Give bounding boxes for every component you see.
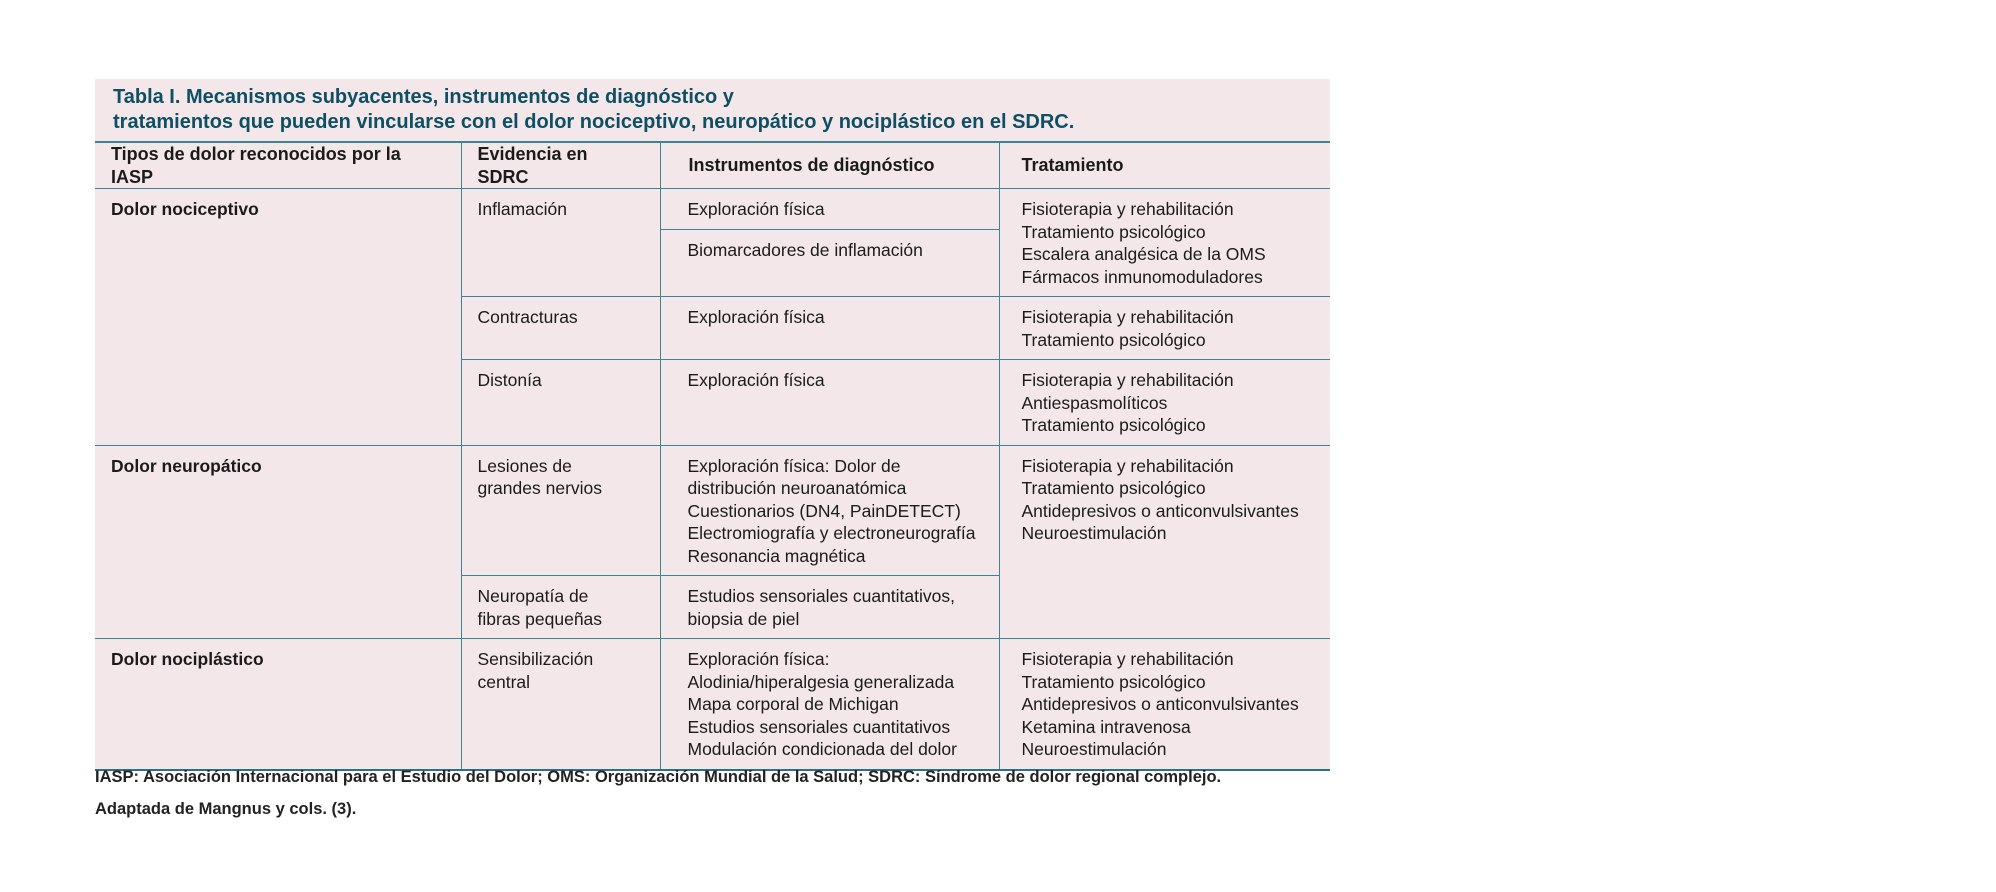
treatment-line: Fármacos inmunomoduladores (1021, 266, 1263, 287)
diagnostic-cell (660, 189, 999, 230)
diagnostic-text: Exploración física (687, 370, 825, 390)
treatment-line: Fisioterapia y rehabilitación (1021, 455, 1234, 476)
table-container (95, 79, 1330, 771)
treatment-line: Neuroestimulación (1021, 523, 1167, 543)
treatment-line: Neuroestimulación (1021, 739, 1167, 759)
evidence-text: Lesiones de (477, 455, 572, 476)
evidence-text: Inflamación (477, 199, 567, 219)
pain-type-neuropathic: Dolor neuropático (95, 445, 461, 639)
treatment-line: Ketamina intravenosa (1021, 716, 1191, 737)
treatment-line: Fisioterapia y rehabilitación (1021, 199, 1234, 219)
diagnostic-text: Estudios sensoriales cuantitativos, (687, 586, 955, 606)
diagnostic-text: Cuestionarios (DN4, PainDETECT) (687, 500, 961, 521)
diagnostic-cell (660, 639, 999, 770)
caption-line-1: Tabla I. Mecanismos subyacentes, instrumentos de diagnóstico y (113, 86, 734, 108)
header-evidence: Evidencia en SDRC (461, 143, 660, 189)
table-row (95, 639, 1330, 770)
treatment-line: Antiespasmolíticos (1021, 392, 1168, 413)
table-row (95, 189, 1330, 230)
diagnostic-text: Modulación condicionada del dolor (687, 739, 957, 759)
evidence-cell (461, 360, 660, 446)
diagnostic-cell (660, 576, 999, 639)
diagnostic-cell (660, 445, 999, 576)
diagnostic-text: Estudios sensoriales cuantitativos (687, 716, 951, 737)
evidence-text: central (477, 671, 531, 692)
header-row (95, 143, 1330, 189)
caption-line-2: tratamientos que pueden vincularse con el dolor nociceptivo, neuropático y nociplástico en el SDRC. (113, 111, 1075, 133)
diagnostic-text: Exploración física: Dolor de (687, 455, 901, 476)
diagnostic-text: biopsia de piel (687, 608, 800, 629)
evidence-text: Distonía (477, 370, 542, 390)
evidence-cell (461, 576, 660, 639)
source-footnote: Adaptada de Mangnus y cols. (3). (95, 800, 357, 818)
treatment-line: Antidepresivos o anticonvulsivantes (1021, 694, 1299, 714)
evidence-cell (461, 297, 660, 360)
diagnostic-text: Exploración física: (687, 649, 830, 669)
header-pain-type: Tipos de dolor reconocidos por la IASP (95, 143, 461, 189)
diagnostic-text: Electromiografía y electroneurografía (687, 523, 976, 543)
treatment-line: Fisioterapia y rehabilitación (1021, 370, 1234, 390)
evidence-text: Contracturas (477, 307, 578, 327)
evidence-cell (461, 445, 660, 576)
diagnostic-cell (660, 360, 999, 446)
evidence-text: grandes nervios (477, 478, 603, 498)
header-diagnostics: Instrumentos de diagnóstico (660, 143, 999, 189)
diagnostic-text: Exploración física (687, 307, 825, 327)
treatment-cell (999, 297, 1330, 360)
header-treatment: Tratamiento (999, 143, 1330, 189)
table-caption (95, 79, 1330, 142)
treatment-cell (999, 360, 1330, 446)
treatment-line: Fisioterapia y rehabilitación (1021, 307, 1234, 327)
diagnostic-text: Exploración física (687, 199, 825, 219)
treatment-cell (999, 189, 1330, 297)
treatment-line: Tratamiento psicológico (1021, 221, 1206, 242)
data-table (95, 142, 1330, 771)
diagnostic-text: Alodinia/hiperalgesia generalizada (687, 671, 955, 692)
treatment-line: Tratamiento psicológico (1021, 478, 1206, 498)
treatment-line: Fisioterapia y rehabilitación (1021, 649, 1234, 669)
evidence-text: fibras pequeñas (477, 608, 603, 629)
treatment-line: Antidepresivos o anticonvulsivantes (1021, 500, 1299, 521)
table-row (95, 445, 1330, 576)
evidence-text: Sensibilización (477, 649, 594, 669)
treatment-cell (999, 639, 1330, 770)
diagnostic-cell (660, 297, 999, 360)
evidence-text: Neuropatía de (477, 586, 589, 606)
treatment-line: Escalera analgésica de la OMS (1021, 244, 1266, 264)
abbreviations-footnote: IASP: Asociación Internacional para el Estudio del Dolor; OMS: Organización Mundial de la Salud; SDRC: Síndrome de dolor regional complejo. (95, 768, 1222, 786)
diagnostic-text: Resonancia magnética (687, 545, 866, 566)
diagnostic-text: Biomarcadores de inflamación (687, 239, 923, 260)
treatment-line: Tratamiento psicológico (1021, 415, 1206, 435)
pain-type-nociceptive: Dolor nociceptivo (95, 189, 461, 446)
pain-type-nociplastic: Dolor nociplástico (95, 639, 461, 770)
evidence-cell (461, 189, 660, 297)
treatment-cell (999, 445, 1330, 639)
treatment-line: Tratamiento psicológico (1021, 671, 1206, 692)
diagnostic-text: distribución neuroanatómica (687, 478, 907, 498)
diagnostic-cell (660, 229, 999, 297)
evidence-cell (461, 639, 660, 770)
diagnostic-text: Mapa corporal de Michigan (687, 694, 899, 714)
treatment-line: Tratamiento psicológico (1021, 329, 1206, 350)
